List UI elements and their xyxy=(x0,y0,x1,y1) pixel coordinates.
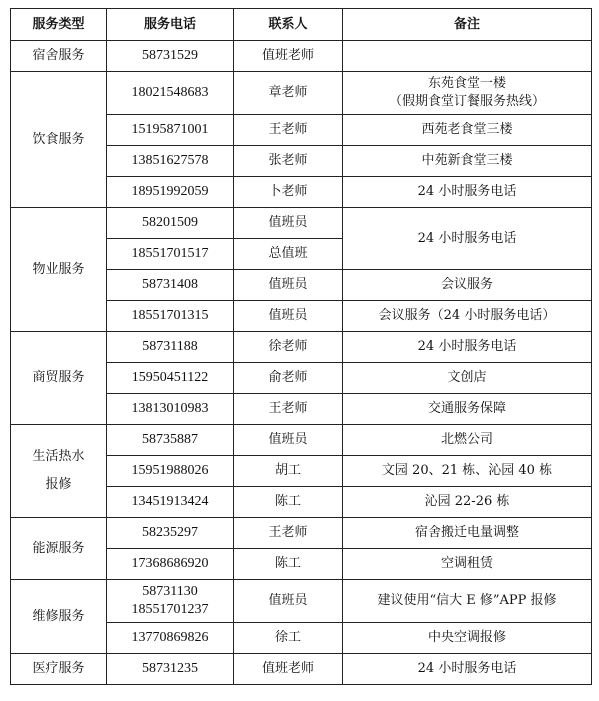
note-cell: 24 小时服务电话 xyxy=(343,332,592,363)
service-type-line: 报修 xyxy=(45,477,72,492)
phone-cell: 58735887 xyxy=(107,425,234,456)
table-row xyxy=(11,654,592,685)
note-line: （假期食堂订餐服务热线） xyxy=(388,94,545,109)
note-cell: 中苑新食堂三楼 xyxy=(343,146,592,177)
phone-cell: 18951992059 xyxy=(107,177,234,208)
phone-cell: 58731235 xyxy=(107,654,234,685)
note-cell: 中央空调报修 xyxy=(343,623,592,654)
service-type-cell xyxy=(11,425,107,518)
contact-cell: 陈工 xyxy=(234,549,343,580)
table-row xyxy=(11,208,592,239)
phone-cell: 15951988026 xyxy=(107,456,234,487)
note-cell xyxy=(343,41,592,72)
note-cell: 沁园 22-26 栋 xyxy=(343,487,592,518)
service-type-cell: 物业服务 xyxy=(11,208,107,332)
contact-cell: 卜老师 xyxy=(234,177,343,208)
contact-cell: 值班员 xyxy=(234,301,343,332)
service-type-cell: 能源服务 xyxy=(11,518,107,580)
phone-cell xyxy=(107,580,234,623)
note-cell: 宿舍搬迁电量调整 xyxy=(343,518,592,549)
table-row xyxy=(11,332,592,363)
note-cell: 会议服务 xyxy=(343,270,592,301)
service-type-cell: 商贸服务 xyxy=(11,332,107,425)
contact-cell: 值班老师 xyxy=(234,41,343,72)
header-contact: 联系人 xyxy=(234,9,343,41)
table-row xyxy=(11,518,592,549)
contact-cell: 值班员 xyxy=(234,270,343,301)
contact-cell: 值班老师 xyxy=(234,654,343,685)
note-cell: 文园 20、21 栋、沁园 40 栋 xyxy=(343,456,592,487)
service-type-cell: 维修服务 xyxy=(11,580,107,654)
note-cell: 会议服务（24 小时服务电话） xyxy=(343,301,592,332)
phone-line: 58731130 xyxy=(142,584,198,599)
contact-cell: 章老师 xyxy=(234,72,343,115)
phone-line: 18551701237 xyxy=(131,602,209,617)
phone-cell: 58731529 xyxy=(107,41,234,72)
phone-cell: 15195871001 xyxy=(107,115,234,146)
note-cell: 24 小时服务电话 xyxy=(343,654,592,685)
contact-cell: 张老师 xyxy=(234,146,343,177)
contact-cell: 值班员 xyxy=(234,425,343,456)
contact-cell: 俞老师 xyxy=(234,363,343,394)
phone-cell: 17368686920 xyxy=(107,549,234,580)
table-row xyxy=(11,72,592,115)
contact-cell: 徐工 xyxy=(234,623,343,654)
contact-cell: 王老师 xyxy=(234,518,343,549)
table-row xyxy=(11,580,592,623)
service-directory-table xyxy=(10,8,592,685)
contact-cell: 陈工 xyxy=(234,487,343,518)
service-type-line: 生活热水 xyxy=(32,449,85,464)
contact-cell: 王老师 xyxy=(234,394,343,425)
header-service-phone: 服务电话 xyxy=(107,9,234,41)
phone-cell: 18021548683 xyxy=(107,72,234,115)
note-cell: 交通服务保障 xyxy=(343,394,592,425)
contact-cell: 王老师 xyxy=(234,115,343,146)
service-type-cell: 医疗服务 xyxy=(11,654,107,685)
header-note: 备注 xyxy=(343,9,592,41)
note-cell xyxy=(343,72,592,115)
contact-cell: 值班员 xyxy=(234,580,343,623)
phone-cell: 18551701315 xyxy=(107,301,234,332)
contact-cell: 徐老师 xyxy=(234,332,343,363)
phone-cell: 58731188 xyxy=(107,332,234,363)
phone-cell: 58731408 xyxy=(107,270,234,301)
note-cell: 文创店 xyxy=(343,363,592,394)
table-row xyxy=(11,41,592,72)
phone-cell: 58235297 xyxy=(107,518,234,549)
phone-cell: 13770869826 xyxy=(107,623,234,654)
note-cell: 空调租赁 xyxy=(343,549,592,580)
header-service-type: 服务类型 xyxy=(11,9,107,41)
contact-cell: 值班员 xyxy=(234,208,343,239)
contact-cell: 胡工 xyxy=(234,456,343,487)
service-type-cell: 宿舍服务 xyxy=(11,41,107,72)
phone-cell: 13851627578 xyxy=(107,146,234,177)
note-cell: 北燃公司 xyxy=(343,425,592,456)
contact-cell: 总值班 xyxy=(234,239,343,270)
phone-cell: 58201509 xyxy=(107,208,234,239)
phone-cell: 13451913424 xyxy=(107,487,234,518)
note-cell: 西苑老食堂三楼 xyxy=(343,115,592,146)
phone-cell: 18551701517 xyxy=(107,239,234,270)
phone-cell: 15950451122 xyxy=(107,363,234,394)
service-type-cell: 饮食服务 xyxy=(11,72,107,208)
table-row xyxy=(11,425,592,456)
phone-cell: 13813010983 xyxy=(107,394,234,425)
note-cell: 24 小时服务电话 xyxy=(343,177,592,208)
note-line: 东苑食堂一楼 xyxy=(427,76,506,91)
header-row xyxy=(11,9,592,41)
note-cell: 24 小时服务电话 xyxy=(343,208,592,270)
note-cell: 建议使用“信大 E 修”APP 报修 xyxy=(343,580,592,623)
